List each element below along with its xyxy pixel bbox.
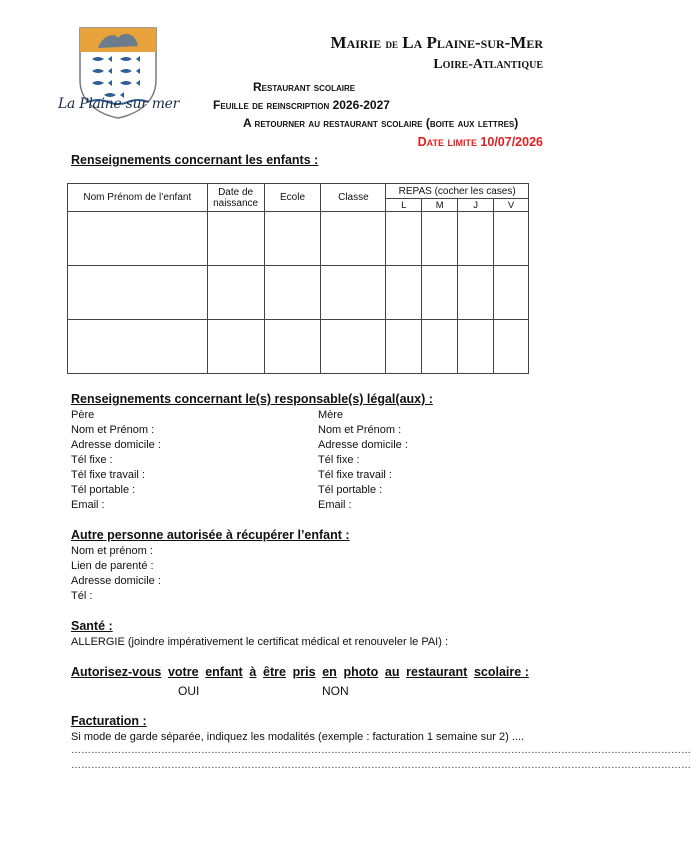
meal-v-cell[interactable] [494,266,529,320]
school-cell[interactable] [264,266,321,320]
day-header-m: M [422,199,458,212]
meal-v-cell[interactable] [494,212,529,266]
guardians-section-title: Renseignements concernant le(s) responsable(s) légal(aux) : [71,392,433,406]
father-mobile-field: Tél portable : [71,484,136,496]
photo-yes-option[interactable]: OUI [178,684,200,698]
form-title: Feuille de reinscription 2026-2027 [213,98,390,112]
allergy-field: ALLERGIE (joindre impérativement le certificat médical et renouveler le PAI) : [71,636,449,648]
birth-cell[interactable] [207,266,264,320]
meal-l-cell[interactable] [386,320,422,374]
logo-wordmark: La Plaine sur mer [58,96,180,112]
col-header-birth: Date de naissance [207,184,264,212]
day-header-v: V [494,199,529,212]
meal-m-cell[interactable] [422,320,458,374]
deadline: Date limite 10/07/2026 [417,135,543,149]
mother-address-field: Adresse domicile : [318,439,408,451]
billing-section-title: Facturation : [71,714,147,728]
father-work-phone-field: Tél fixe travail : [71,469,145,481]
col-header-name: Nom Prénom de l’enfant [68,184,208,212]
father-phone-field: Tél fixe : [71,454,113,466]
day-header-l: L [386,199,422,212]
col-header-class: Classe [321,184,386,212]
class-cell[interactable] [321,212,386,266]
meal-m-cell[interactable] [422,266,458,320]
mother-phone-field: Tél fixe : [318,454,360,466]
mairie-title: Mairie de La Plaine-sur-Mer [330,33,543,52]
mother-mobile-field: Tél portable : [318,484,383,496]
mother-email-field: Email : [318,499,352,511]
other-person-section-title: Autre personne autorisée à récupérer l’enfant : [71,528,350,542]
other-phone-field: Tél : [71,590,93,602]
department: Loire-Atlantique [433,57,543,72]
return-instructions: A retourner au restaurant scolaire (boite aux lettres) [243,116,519,130]
meal-j-cell[interactable] [458,266,494,320]
father-email-field: Email : [71,499,105,511]
father-name-field: Nom et Prénom : [71,424,155,436]
restaurant-heading: Restaurant scolaire [253,80,356,94]
billing-dotted-line[interactable]: …………………………………………………………………………………………………………………………………………………………………… [71,745,691,756]
school-cell[interactable] [264,320,321,374]
col-header-meals: REPAS (cocher les cases) [386,184,529,199]
class-cell[interactable] [321,266,386,320]
child-name-cell[interactable] [68,212,208,266]
other-address-field: Adresse domicile : [71,575,161,587]
meal-j-cell[interactable] [458,320,494,374]
birth-cell[interactable] [207,320,264,374]
meal-l-cell[interactable] [386,266,422,320]
birth-cell[interactable] [207,212,264,266]
child-name-cell[interactable] [68,266,208,320]
children-section-title: Renseignements concernant les enfants : [71,153,319,167]
billing-dotted-line[interactable]: …………………………………………………………………………………………………………………………………………………………………… [71,760,691,771]
father-heading: Père [71,409,95,421]
mother-work-phone-field: Tél fixe travail : [318,469,392,481]
school-cell[interactable] [264,212,321,266]
photo-consent-question: Autorisez-vous votre enfant à être pris en photo au restaurant scolaire : [71,665,529,679]
mother-heading: Mère [318,409,344,421]
meal-l-cell[interactable] [386,212,422,266]
other-relation-field: Lien de parenté : [71,560,154,572]
health-section-title: Santé : [71,619,113,633]
children-table [67,183,529,374]
billing-instructions: Si mode de garde séparée, indiquez les modalités (exemple : facturation 1 semaine sur 2) .... [71,731,525,743]
meal-v-cell[interactable] [494,320,529,374]
mother-name-field: Nom et Prénom : [318,424,402,436]
table-row [68,320,529,374]
class-cell[interactable] [321,320,386,374]
other-name-field: Nom et prénom : [71,545,153,557]
meal-m-cell[interactable] [422,212,458,266]
photo-no-option[interactable]: NON [322,684,349,698]
day-header-j: J [458,199,494,212]
col-header-school: Ecole [264,184,321,212]
father-address-field: Adresse domicile : [71,439,161,451]
child-name-cell[interactable] [68,320,208,374]
table-row [68,212,529,266]
meal-j-cell[interactable] [458,212,494,266]
table-row [68,266,529,320]
